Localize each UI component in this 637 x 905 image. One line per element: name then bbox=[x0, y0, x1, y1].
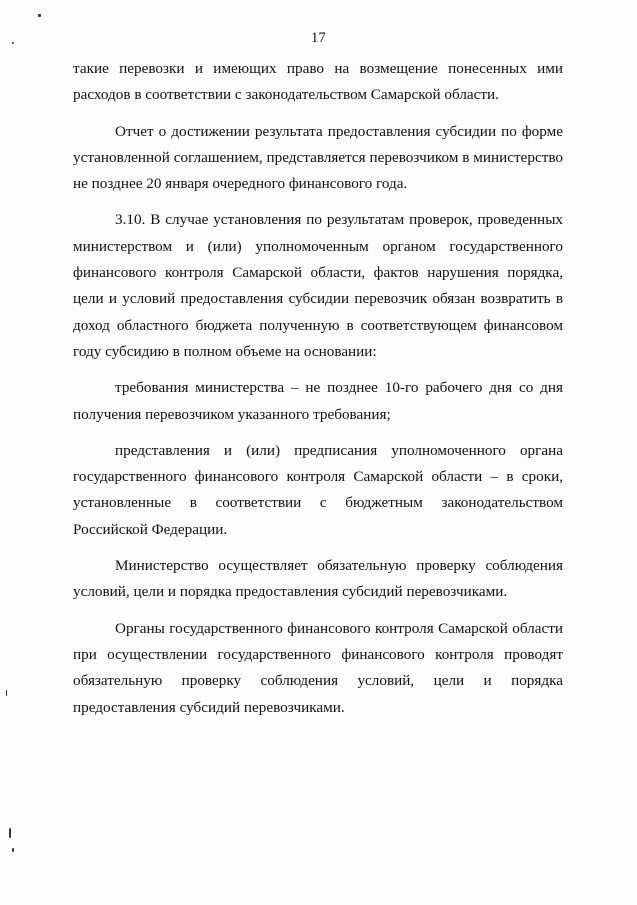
scan-speck bbox=[6, 690, 7, 696]
paragraph-control-body-order: представления и (или) предписания уполномоченного органа государственного финансового контроля Самарской области – в сроки, установленные в соответствии с бюджетным законодательством Российской Федерации. bbox=[73, 441, 563, 538]
paragraph-section-3-10: 3.10. В случае установления по результатам проверок, проведенных министерством и (или) уполномоченным органом государственного финансового контроля Самарской области, фактов нарушения порядка, цели и условий предоставления субсидии перевозчик обязан возвратить в доход областного бюджета полученную в соответствующем финансовом году субсидию в полном объеме на основании: bbox=[73, 211, 563, 360]
paragraph-ministry-check: Министерство осуществляет обязательную проверку соблюдения условий, цели и порядка предоставления субсидий перевозчиками. bbox=[73, 557, 563, 601]
paragraph-continuation: такие перевозки и имеющих право на возмещение понесенных ими расходов в соответствии с законодательством Самарской области. bbox=[73, 60, 563, 104]
scan-speck bbox=[38, 14, 41, 17]
page-number: 17 bbox=[310, 30, 327, 46]
paragraph-control-bodies-check: Органы государственного финансового контроля Самарской области при осуществлении государственного финансового контроля проводят обязательную проверку соблюдения условий, цели и порядка предоставления субсидий перевозчиками. bbox=[73, 619, 563, 716]
paragraph-ministry-requirement: требования министерства – не позднее 10-го рабочего дня со дня получения перевозчиком указанного требования; bbox=[73, 379, 563, 423]
document-body bbox=[73, 56, 563, 721]
scan-speck bbox=[9, 828, 11, 838]
scan-speck bbox=[12, 42, 14, 44]
paragraph-report: Отчет о достижении результата предоставления субсидии по форме установленной соглашением, представляется перевозчиком в министерство не позднее 20 января очередного финансового года. bbox=[73, 122, 563, 193]
scan-speck bbox=[12, 848, 14, 852]
